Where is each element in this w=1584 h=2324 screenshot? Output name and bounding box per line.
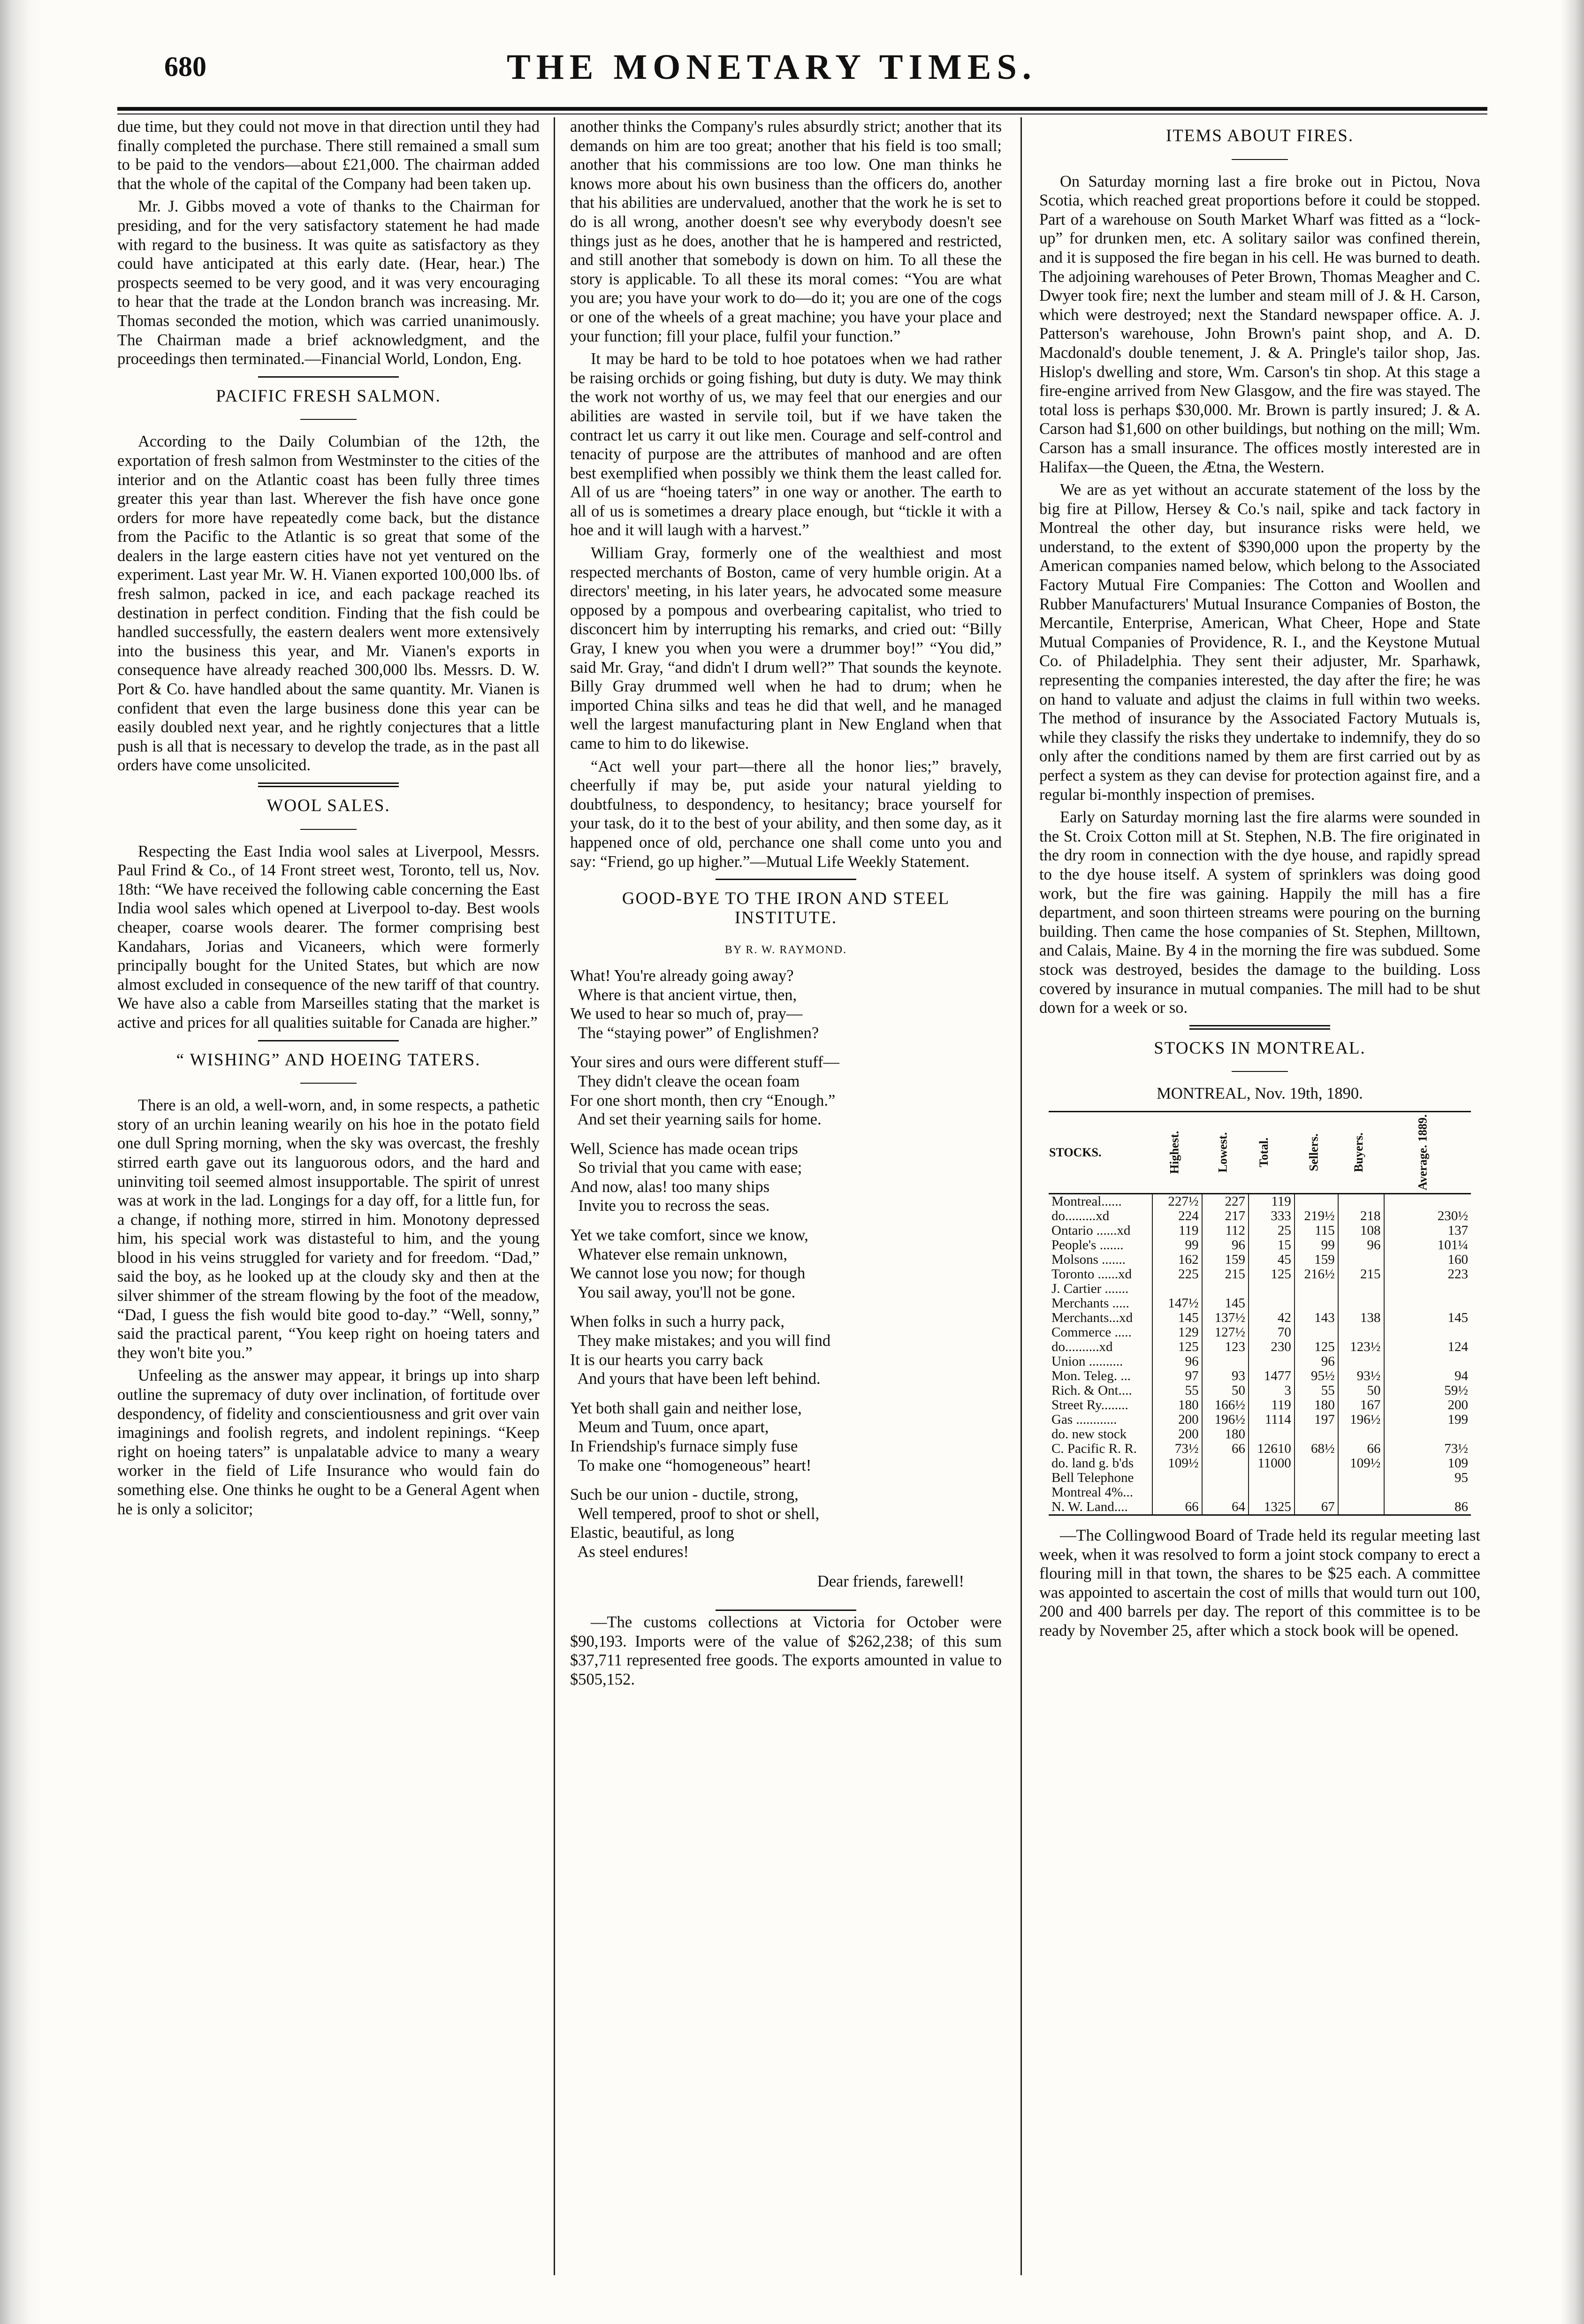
article-paragraph: It may be hard to be told to hoe potatoes when we had rather be raising orchids or going fishing, but duty is duty. We may think the work not worthy of us, we may feel that our energies and our abilities are wasted in servile toil, but if we have taken the contract let us carry it out like men. Courage and self-control and tenacity of purpose are the attributes of manhood and are often best exemplified when possibly we think them the least called for. All of us are “hoeing taters” in one way or another. The earth to all of us is sometimes a dreary place enough, but “tickle it with a hoe and it will laugh with a harvest.” <box>570 350 1002 539</box>
poem-line: Where is that ancient virtue, then, <box>570 986 797 1004</box>
table-row <box>1049 1500 1471 1515</box>
poem-stanza <box>570 1053 1002 1129</box>
table-cell: 1477 <box>1249 1369 1295 1383</box>
table-cell <box>1295 1193 1338 1209</box>
poem-line: Such be our union - ductile, strong, <box>570 1486 799 1504</box>
poem-stanza <box>570 1485 1002 1561</box>
page-header <box>164 47 1525 99</box>
table-cell <box>1202 1354 1249 1369</box>
table-cell: 123½ <box>1338 1340 1384 1354</box>
table-cell <box>1338 1253 1384 1267</box>
poem-line: And now, alas! too many ships <box>570 1177 770 1196</box>
table-cell: 64 <box>1202 1500 1249 1515</box>
table-cell: 109½ <box>1338 1456 1384 1471</box>
table-cell: 108 <box>1338 1223 1384 1238</box>
table-cell: 119 <box>1249 1193 1295 1209</box>
stock-name-cell: Montreal 4%... <box>1051 1484 1133 1500</box>
column-header: STOCKS. <box>1049 1111 1152 1193</box>
table-cell <box>1384 1427 1471 1442</box>
table-cell: 96 <box>1152 1354 1202 1369</box>
stock-name-cell: Union .......... <box>1051 1353 1123 1369</box>
table-cell: 162 <box>1152 1253 1202 1267</box>
poem-line: What! You're already going away? <box>570 966 794 985</box>
table-header-row <box>1049 1111 1471 1193</box>
table-cell: 95½ <box>1295 1369 1338 1383</box>
table-cell: 200 <box>1152 1427 1202 1442</box>
stock-name-cell: do..........xd <box>1051 1339 1113 1354</box>
table-cell <box>1338 1296 1384 1311</box>
article-paragraph: We are as yet without an accurate statement of the loss by the big fire at Pillow, Hersey & Co.'s nail, spike and tack factory in Montreal the other day, but insurance risks were held, we understand, to the extent of $390,000 upon the property by the American companies named below, which belong to the Associated Factory Mutual Fire Companies: The Cotton and Woollen and Rubber Manufacturers' Mutual Insurance Companies of Boston, the Mercantile, Enterprise, American, What Cheer, Hope and State Mutual Companies of Providence, R. I., and the Keystone Mutual Co. of Philadelphia. They sent their adjuster, Mr. Sparhawk, representing the companies interested, the day after the fire; he was on hand to valuate and adjust the claims in full within two weeks. The method of insurance by the Associated Factory Mutuals is, while they classify the risks they undertake to indemnify, they do so only after the conditions named by them are first carried out by as perfect a system as they can devise for protection against fire, and a regular bi-monthly inspection of premises. <box>1039 481 1480 804</box>
title-rule <box>1232 1071 1288 1072</box>
table-row <box>1049 1253 1471 1267</box>
table-cell <box>1202 1456 1249 1471</box>
article-paragraph: —The Collingwood Board of Trade held its regular meeting last week, when it was resolved to form a joint stock company to erect a flouring mill in that town, the shares to be $25 each. A committee was appointed to ascertain the cost of mills that would turn out 100, 200 and 400 barrels per day. The report of this committee is to be ready by November 25, after which a stock book will be opened. <box>1039 1526 1480 1640</box>
table-cell: 160 <box>1384 1253 1471 1267</box>
table-cell: 1325 <box>1249 1500 1295 1515</box>
table-cell: 180 <box>1202 1427 1249 1442</box>
poem-line: They didn't cleave the ocean foam <box>570 1072 800 1090</box>
table-cell: 96 <box>1295 1354 1338 1369</box>
table-cell: 166½ <box>1202 1398 1249 1413</box>
table-cell: 12610 <box>1249 1442 1295 1456</box>
stock-name-cell: do. new stock <box>1051 1426 1127 1442</box>
table-cell <box>1338 1427 1384 1442</box>
poem-line: As steel endures! <box>570 1542 689 1561</box>
table-cell <box>1338 1193 1384 1209</box>
article-paragraph: due time, but they could not move in that direction until they had finally completed the purchase. There still remained a small sum to be paid to the vendors—about £21,000. The chairman added that the whole of the capital of the Company had been taken up. <box>117 118 540 193</box>
title-rule <box>1232 159 1288 160</box>
stock-name-cell: Montreal...... <box>1051 1193 1122 1209</box>
stock-name-cell: Street Ry........ <box>1051 1397 1128 1413</box>
table-row <box>1049 1413 1471 1427</box>
table-cell: 50 <box>1338 1383 1384 1398</box>
table-cell: 217 <box>1202 1209 1249 1223</box>
stock-name-cell: do.........xd <box>1051 1208 1110 1223</box>
table-row <box>1049 1325 1471 1340</box>
table-cell: 86 <box>1384 1500 1471 1515</box>
article-title: “ WISHING” AND HOEING TATERS. <box>176 1050 481 1070</box>
table-cell: 143 <box>1295 1311 1338 1325</box>
column-header: Lowest. <box>1202 1111 1249 1193</box>
table-cell: 73½ <box>1384 1442 1471 1456</box>
poem-stanza <box>570 1226 1002 1302</box>
title-rule <box>300 419 357 420</box>
article-title: WOOL SALES. <box>267 796 390 815</box>
table-row <box>1049 1267 1471 1282</box>
byline: BY R. W. RAYMOND. <box>724 944 847 957</box>
table-cell <box>1384 1193 1471 1209</box>
table-cell: 125 <box>1249 1267 1295 1282</box>
table-cell: 96 <box>1202 1238 1249 1253</box>
table-cell: 145 <box>1202 1296 1249 1311</box>
article-paragraph: another thinks the Company's rules absurdly strict; another that its demands on him are too great; another that his field is too small; another that his commissions are too low. One man thinks he knows more about his own business than the officers do, another that his abilities are undervalued, another that the work he is set to do is all wrong, another doesn't see why everybody doesn't see things just as he does, another that he is hampered and restricted, and still another that somebody is down on him. To all these the story is applicable. To all these its moral comes: “You are what you are; you have your work to do—do it; you are one of the cogs or one of the wheels of a great machine; you have your place and your function; fill your place, fulfil your function.” <box>570 118 1002 345</box>
table-cell <box>1202 1282 1249 1296</box>
table-cell <box>1295 1456 1338 1471</box>
column-header: Total. <box>1249 1111 1295 1193</box>
table-row <box>1049 1340 1471 1354</box>
table-cell: 11000 <box>1249 1456 1295 1471</box>
poem-line: And yours that have been left behind. <box>570 1370 821 1388</box>
poem-stanza <box>570 1399 1002 1475</box>
table-cell <box>1338 1471 1384 1485</box>
section-rule <box>716 1610 856 1611</box>
table-cell: 112 <box>1202 1223 1249 1238</box>
table-row <box>1049 1296 1471 1311</box>
table-row <box>1049 1209 1471 1223</box>
poem-line: We cannot lose you now; for though <box>570 1264 806 1283</box>
table-cell: 96 <box>1338 1238 1384 1253</box>
table-cell: 93½ <box>1338 1369 1384 1383</box>
table-cell: 224 <box>1152 1209 1202 1223</box>
poem-line: To make one “homogeneous” heart! <box>570 1456 812 1474</box>
table-cell: 15 <box>1249 1238 1295 1253</box>
section-rule <box>1189 1028 1330 1030</box>
table-cell: 138 <box>1338 1311 1384 1325</box>
table-row <box>1049 1383 1471 1398</box>
table-cell: 50 <box>1202 1383 1249 1398</box>
stock-name-cell: Commerce ..... <box>1051 1324 1132 1340</box>
poem-line: You sail away, you'll not be gone. <box>570 1283 796 1301</box>
table-cell: 180 <box>1152 1398 1202 1413</box>
title-rule <box>300 1083 357 1084</box>
title-rule <box>300 829 357 830</box>
table-cell <box>1295 1282 1338 1296</box>
table-cell: 196½ <box>1338 1413 1384 1427</box>
article-paragraph: Early on Saturday morning last the fire alarms were sounded in the St. Croix Cotton mill at St. Stephen, N.B. The fire originated in the dry room in connection with the dye house, and rapidly spread to the dye house itself. A system of sprinklers was doing good work, but the fire was gaining. Happily the mill has a fire department, and soon thirteen streams were pouring on the burning building. Then came the hose companies of St. Stephen, Milltown, and Calais, Maine. By 4 in the morning the fire was subdued. Some stock was destroyed, besides the damage to the building. Loss covered by insurance in mutual companies. The mill had to be shut down for a week or so. <box>1039 808 1480 1017</box>
table-cell <box>1249 1296 1295 1311</box>
stock-name-cell: Molsons ....... <box>1051 1252 1126 1267</box>
table-cell: 230½ <box>1384 1209 1471 1223</box>
table-cell <box>1249 1485 1295 1500</box>
table-cell: 216½ <box>1295 1267 1338 1282</box>
table-cell <box>1249 1282 1295 1296</box>
table-cell: 230 <box>1249 1340 1295 1354</box>
table-row <box>1049 1223 1471 1238</box>
section-rule <box>258 376 399 378</box>
table-cell: 225 <box>1152 1267 1202 1282</box>
poem-line: Yet we take comfort, since we know, <box>570 1226 808 1245</box>
stock-name-cell: Ontario ......xd <box>1051 1223 1131 1238</box>
table-cell: 167 <box>1338 1398 1384 1413</box>
table-cell <box>1384 1354 1471 1369</box>
table-cell <box>1338 1282 1384 1296</box>
table-cell: 137 <box>1384 1223 1471 1238</box>
poem-line: Whatever else remain unknown, <box>570 1245 788 1263</box>
table-row <box>1049 1427 1471 1442</box>
table-cell <box>1338 1325 1384 1340</box>
table-cell <box>1202 1471 1249 1485</box>
table-row <box>1049 1471 1471 1485</box>
table-cell <box>1295 1296 1338 1311</box>
section-rule <box>1189 1025 1330 1026</box>
poem-line: It is our hearts you carry back <box>570 1351 763 1369</box>
header-rule <box>117 107 1487 111</box>
article-paragraph: There is an old, a well-worn, and, in some respects, a pathetic story of an urchin leaning wearily on his hoe in the potato field one dull Spring morning, when the sky was overcast, the freshly stirred earth gave out its languorous odors, and the hard and uninviting toil seemed almost insupportable. The spirit of unrest was at work in the lad. Longings for a day off, for a little fun, for a change, if nothing more, stirred in him. Monotony depressed him, his special work was distasteful to him, and the young blood in his veins struggled for variety and for freedom. “Dad,” said the boy, as he looked up at the cloudy sky and then at the silver shimmer of the stream flowing by the foot of the meadow, “Dad, I guess the fish would bite good to-day.” “Well, sonny,” said the practical parent, “You keep right on hoeing taters and they won't bite you.” <box>117 1096 540 1362</box>
table-cell: 200 <box>1384 1398 1471 1413</box>
table-cell <box>1384 1282 1471 1296</box>
table-cell <box>1152 1485 1202 1500</box>
stock-name-cell: Merchants...xd <box>1051 1310 1133 1325</box>
table-cell <box>1338 1354 1384 1369</box>
poem-stanza <box>570 1139 1002 1215</box>
section-rule <box>258 1040 399 1041</box>
table-cell: 125 <box>1152 1340 1202 1354</box>
stocks-date: MONTREAL, Nov. 19th, 1890. <box>1157 1085 1363 1103</box>
table-cell: 3 <box>1249 1383 1295 1398</box>
table-row <box>1049 1311 1471 1325</box>
table-cell: 45 <box>1249 1253 1295 1267</box>
poem-line: Elastic, beautiful, as long <box>570 1524 734 1542</box>
section-rule <box>258 782 399 784</box>
table-cell: 93 <box>1202 1369 1249 1383</box>
stock-name-cell: Rich. & Ont.... <box>1051 1382 1132 1398</box>
table-cell: 180 <box>1295 1398 1338 1413</box>
table-cell: 123 <box>1202 1340 1249 1354</box>
poem-line: Well, Science has made ocean trips <box>570 1139 798 1158</box>
table-cell: 1114 <box>1249 1413 1295 1427</box>
article-title: ITEMS ABOUT FIRES. <box>1165 126 1354 145</box>
stocks-table <box>1049 1111 1471 1516</box>
stock-name-cell: do. land g. b'ds <box>1051 1455 1134 1471</box>
article-paragraph: William Gray, formerly one of the wealthiest and most respected merchants of Boston, came of very humble origin. At a directors' meeting, in his later years, he advocated some measure opposed by a pompous and overbearing capitalist, who tried to disconcert him by interrupting his remarks, and cried out: “Billy Gray, I knew you when you were a drummer boy!” “You did,” said Mr. Gray, “and didn't I drum well?” That sounds the keynote. Billy Gray drummed well when he had to drum; when he imported China silks and teas he did that well, and he managed well the largest manufacturing plant in New England when that came to him to do likewise. <box>570 544 1002 752</box>
table-row <box>1049 1369 1471 1383</box>
poem-line: And set their yearning sails for home. <box>570 1110 822 1129</box>
table-cell: 68½ <box>1295 1442 1338 1456</box>
table-cell <box>1152 1282 1202 1296</box>
stock-name-cell: Bell Telephone <box>1051 1470 1134 1485</box>
table-cell <box>1295 1485 1338 1500</box>
poem-line: Meum and Tuum, once apart, <box>570 1418 769 1436</box>
table-cell <box>1384 1296 1471 1311</box>
table-cell: 215 <box>1202 1267 1249 1282</box>
table-cell: 333 <box>1249 1209 1295 1223</box>
stocks-table-body <box>1049 1193 1471 1515</box>
table-cell: 145 <box>1384 1311 1471 1325</box>
table-cell: 55 <box>1295 1383 1338 1398</box>
table-cell: 42 <box>1249 1311 1295 1325</box>
table-cell: 97 <box>1152 1369 1202 1383</box>
table-row <box>1049 1282 1471 1296</box>
article-title: PACIFIC FRESH SALMON. <box>216 386 441 406</box>
article-paragraph: According to the Daily Columbian of the 12th, the exportation of fresh salmon from Westminster to the cities of the interior and on the Atlantic coast has been fully three times greater this year than last. Wherever the fish have once gone orders for more have repeatedly come back, but the distance from the Pacific to the Atlantic is so great that some of the dealers in the large eastern cities have not yet ventured on the experiment. Last year Mr. W. H. Vianen exported 100,000 lbs. of fresh salmon, packed in ice, and each package reached its destination in perfect condition. Finding that the fish could be handled successfully, the eastern dealers went more extensively into the business this year, and Mr. Vianen's exports in consequence have already reached 300,000 lbs. Messrs. D. W. Port & Co. have handled about the same quantity. Mr. Vianen is confident that even the large business done this year can be easily doubled next year, and he rightly conjectures that a little push is all that is necessary to develop the trade, as in the past all orders have come unsolicited. <box>117 433 540 775</box>
table-cell: 137½ <box>1202 1311 1249 1325</box>
table-cell: 66 <box>1152 1500 1202 1515</box>
table-row <box>1049 1238 1471 1253</box>
table-cell: 127½ <box>1202 1325 1249 1340</box>
table-cell: 25 <box>1249 1223 1295 1238</box>
stock-name-cell: N. W. Land.... <box>1049 1500 1152 1515</box>
article-paragraph: On Saturday morning last a fire broke out in Pictou, Nova Scotia, which reached great proportions before it could be stopped. Part of a warehouse on South Market Wharf was fitted as a “lock-up” for drunken men, etc. A solitary sailor was confined therein, and it is supposed the fire began in his cell. He was burned to death. The adjoining warehouses of Peter Brown, Thomas Meagher and C. Dwyer took fire; next the lumber and steam mill of J. & H. Carson, which were destroyed; next the Standard newspaper office. A. J. Patterson's warehouse, John Brown's paint shop, and A. D. Macdonald's double tenement, J. & A. Pringle's tailor shop, Jas. Hislop's dwelling and store, Wm. Carson's tin shop. At this stage a fire-engine arrived from New Glasgow, and the fire was stayed. The total loss is perhaps $30,000. Mr. Brown is partly insured; J. & A. Carson had $1,600 on other buildings, but nothing on the mill; Wm. Carson has a small insurance. The offices mostly interested are in Halifax—the Queen, the Ætna, the Western. <box>1039 172 1480 476</box>
poem-line: So trivial that you came with ease; <box>570 1159 802 1177</box>
table-cell: 215 <box>1338 1267 1384 1282</box>
stock-name-cell: C. Pacific R. R. <box>1051 1441 1137 1456</box>
table-cell: 119 <box>1152 1223 1202 1238</box>
article-title: STOCKS IN MONTREAL. <box>1154 1038 1366 1058</box>
poem-line: We used to hear so much of, pray— <box>570 1005 803 1023</box>
column-header: Buyers. <box>1338 1111 1384 1193</box>
table-cell: 227½ <box>1152 1193 1202 1209</box>
table-cell: 109½ <box>1152 1456 1202 1471</box>
poem-line: Invite you to recross the seas. <box>570 1197 770 1215</box>
table-cell: 223 <box>1384 1267 1471 1282</box>
table-cell: 70 <box>1249 1325 1295 1340</box>
table-cell <box>1384 1325 1471 1340</box>
stock-name-cell: Toronto ......xd <box>1051 1266 1132 1282</box>
table-row <box>1049 1398 1471 1413</box>
stock-name-cell: Merchants ..... <box>1051 1295 1129 1311</box>
stock-name-cell: Gas ............ <box>1051 1412 1117 1427</box>
table-row <box>1049 1193 1471 1209</box>
table-cell <box>1152 1471 1202 1485</box>
table-cell: 227 <box>1202 1193 1249 1209</box>
table-cell: 147½ <box>1152 1296 1202 1311</box>
column-header: Highest. <box>1152 1111 1202 1193</box>
article-paragraph: “Act well your part—there all the honor lies;” bravely, cheerfully if may be, put aside your natural yielding to doubtfulness, to despondency, to hesitancy; brace yourself for your task, do it to the best of your ability, and then some day, as it happened once of old, perchance one shall come unto you and say: “Friend, go up higher.”—Mutual Life Weekly Statement. <box>570 757 1002 871</box>
table-cell <box>1295 1471 1338 1485</box>
table-cell: 219½ <box>1295 1209 1338 1223</box>
column-3 <box>1039 117 1480 1644</box>
table-cell: 66 <box>1202 1442 1249 1456</box>
table-cell: 115 <box>1295 1223 1338 1238</box>
page-number: 680 <box>164 51 206 82</box>
table-cell <box>1384 1485 1471 1500</box>
column-1 <box>117 117 540 1522</box>
table-cell: 125 <box>1295 1340 1338 1354</box>
table-cell: 119 <box>1249 1398 1295 1413</box>
poem-stanza <box>570 1312 1002 1388</box>
section-rule <box>258 786 399 787</box>
table-cell: 55 <box>1152 1383 1202 1398</box>
table-cell: 124 <box>1384 1340 1471 1354</box>
article-paragraph: Respecting the East India wool sales at Liverpool, Messrs. Paul Frind & Co., of 14 Front street west, Toronto, tell us, Nov. 18th: “We have received the following cable concerning the East India wool sales which opened at Liverpool to-day. Best wools cheaper, coarse wools dearer. The former comprising best Kandahars, Jorias and Vicaneers, which were formerly principally bought for the United States, but which are now almost excluded in consequence of the new tariff of that country. We have also a cable from Marseilles stating that the market is active and prices for all qualities suitable for Canada are higher.” <box>117 842 540 1032</box>
table-cell <box>1249 1471 1295 1485</box>
table-cell: 159 <box>1295 1253 1338 1267</box>
table-cell <box>1249 1354 1295 1369</box>
poem-line: Yet both shall gain and neither lose, <box>570 1399 802 1417</box>
article-paragraph: —The customs collections at Victoria for October were $90,193. Imports were of the value of $262,238; of this sum $37,711 represented free goods. The exports amounted in value to $505,152. <box>570 1613 1002 1688</box>
table-cell: 99 <box>1295 1238 1338 1253</box>
table-cell: 66 <box>1338 1442 1384 1456</box>
column-header: Sellers. <box>1295 1111 1338 1193</box>
table-cell: 95 <box>1384 1471 1471 1485</box>
table-cell: 59½ <box>1384 1383 1471 1398</box>
stock-name-cell: People's ....... <box>1051 1237 1124 1253</box>
table-cell <box>1295 1427 1338 1442</box>
table-cell <box>1338 1485 1384 1500</box>
column-divider <box>554 117 555 2275</box>
column-2 <box>570 117 1002 1693</box>
poem-line: The “staying power” of Englishmen? <box>570 1024 819 1042</box>
poem-line: They make mistakes; and you will find <box>570 1332 831 1350</box>
table-cell: 129 <box>1152 1325 1202 1340</box>
masthead: THE MONETARY TIMES. <box>507 47 1037 87</box>
table-cell: 159 <box>1202 1253 1249 1267</box>
table-cell <box>1295 1325 1338 1340</box>
poem-line: Well tempered, proof to shot or shell, <box>570 1504 820 1523</box>
article-title: GOOD-BYE TO THE IRON AND STEEL INSTITUTE. <box>622 889 950 927</box>
poem-line: When folks in such a hurry pack, <box>570 1313 784 1331</box>
poem-line: Your sires and ours were different stuff— <box>570 1053 839 1071</box>
table-cell: 197 <box>1295 1413 1338 1427</box>
table-row <box>1049 1354 1471 1369</box>
table-cell: 199 <box>1384 1413 1471 1427</box>
table-cell: 109 <box>1384 1456 1471 1471</box>
table-row <box>1049 1456 1471 1471</box>
table-row <box>1049 1442 1471 1456</box>
table-cell: 218 <box>1338 1209 1384 1223</box>
table-cell <box>1202 1485 1249 1500</box>
column-header: Average. 1889. <box>1384 1111 1471 1193</box>
table-cell: 67 <box>1295 1500 1338 1515</box>
article-paragraph: Mr. J. Gibbs moved a vote of thanks to the Chairman for presiding, and for the very satisfactory statement he had made with regard to the business. It was quite as satisfactory as they could have anticipated at this early date. (Hear, hear.) The prospects seemed to be very good, and it was very encouraging to hear that the trade at the London branch was increasing. Mr. Thomas seconded the motion, which was carried unanimously. The Chairman made a brief acknowledgment, and the proceedings then terminated.—Financial World, London, Eng. <box>117 197 540 368</box>
table-cell: 145 <box>1152 1311 1202 1325</box>
article-paragraph: Unfeeling as the answer may appear, it brings up into sharp outline the supremacy of duty over inclination, of fortitude over despondency, of fidelity and conscientiousness and grit over vain imaginings and foolish regrets, and indolent repinings. “Keep right on hoeing taters” is unpalatable advice to many a weary worker in the field of Life Insurance who would fain do something else. One thinks he ought to be a General Agent when he is only a solicitor; <box>117 1367 540 1518</box>
poem-signoff: Dear friends, farewell! <box>817 1572 964 1590</box>
column-divider <box>1020 117 1022 2275</box>
stock-name-cell: Mon. Teleg. ... <box>1051 1368 1131 1383</box>
section-rule <box>716 879 856 880</box>
poem-line: For one short month, then cry “Enough.” <box>570 1091 836 1109</box>
table-row <box>1049 1485 1471 1500</box>
table-cell: 94 <box>1384 1369 1471 1383</box>
table-cell: 73½ <box>1152 1442 1202 1456</box>
table-cell <box>1249 1427 1295 1442</box>
table-cell: 200 <box>1152 1413 1202 1427</box>
page-edge-shadow <box>1561 0 1584 2324</box>
stock-name-cell: J. Cartier ....... <box>1051 1281 1129 1296</box>
binding-shadow <box>0 0 42 2324</box>
poem <box>570 966 1002 1562</box>
table-cell <box>1338 1500 1384 1515</box>
poem-stanza <box>570 966 1002 1042</box>
table-cell: 101¼ <box>1384 1238 1471 1253</box>
poem-line: In Friendship's furnace simply fuse <box>570 1437 798 1455</box>
table-cell: 99 <box>1152 1238 1202 1253</box>
table-cell: 196½ <box>1202 1413 1249 1427</box>
